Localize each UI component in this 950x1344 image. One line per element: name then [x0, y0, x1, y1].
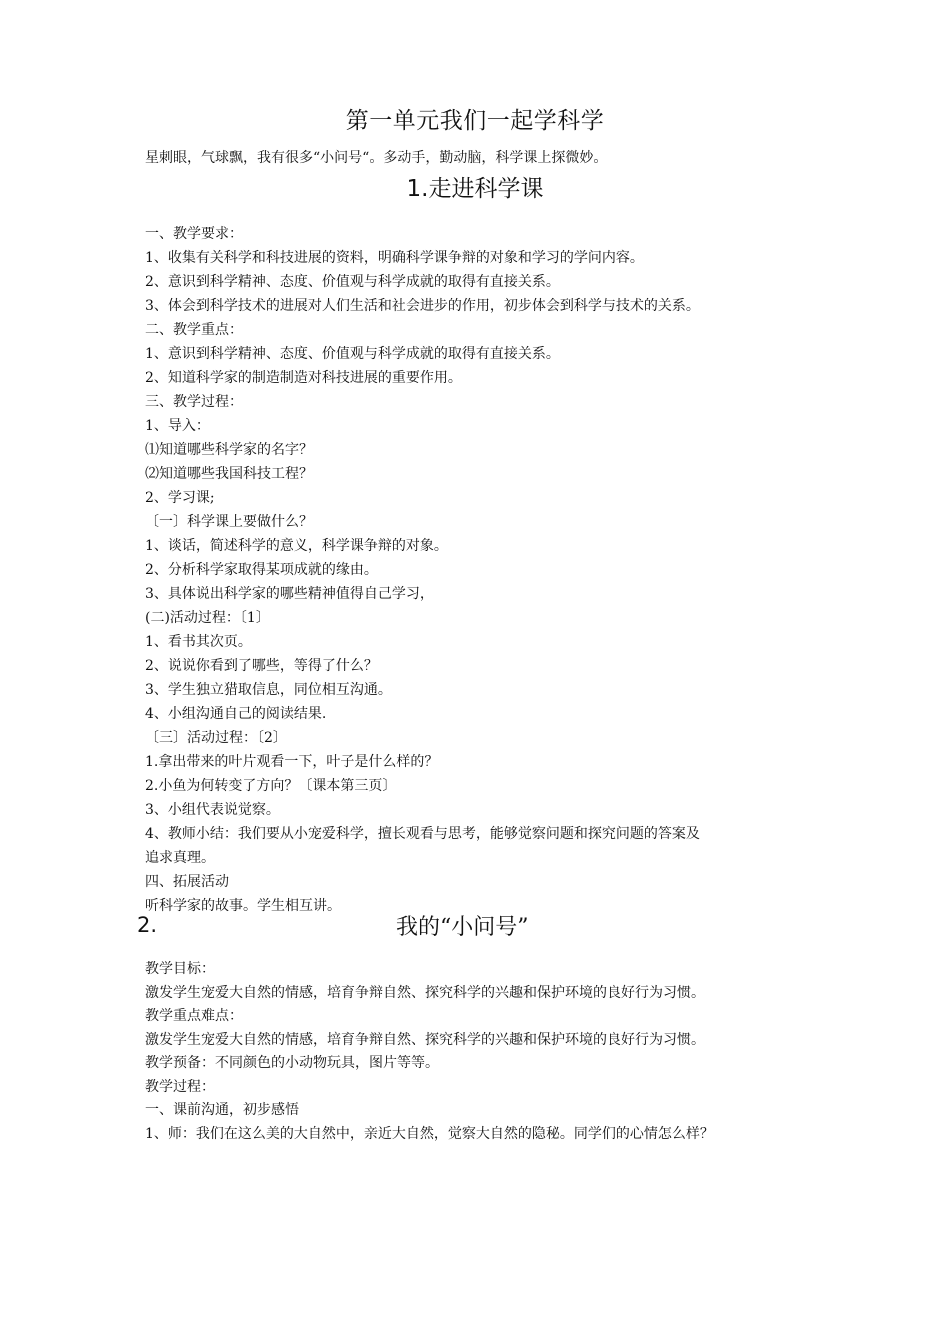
text-line: 激发学生宠爱大自然的情感，培育争辩自然、探究科学的兴趣和保护环境的良好行为习惯。	[145, 1031, 705, 1048]
text-line: 〔一〕科学课上要做什么？	[145, 514, 313, 530]
text-line: 3、具体说出科学家的哪些精神值得自己学习，	[145, 586, 434, 602]
unit-intro: 星刺眼，气球飘，我有很多“小问号“。多动手，勤动脑，科学课上探微妙。	[145, 150, 608, 166]
text-line: 2、说说你看到了哪些，等得了什么？	[145, 658, 378, 674]
lesson-2-number: 2.	[137, 913, 158, 937]
lesson-1-title: 1.走进科学课	[406, 176, 544, 202]
text-line: 教学目标：	[145, 961, 215, 977]
text-line: 1、导入：	[145, 418, 210, 434]
lesson-1-body	[145, 222, 815, 918]
text-line: ⑴知道哪些科学家的名字？	[145, 442, 313, 458]
text-line: 一、课前沟通，初步感悟	[145, 1102, 299, 1118]
text-line: ⑵知道哪些我国科技工程？	[145, 466, 313, 482]
text-line: 激发学生宠爱大自然的情感，培育争辩自然、探究科学的兴趣和保护环境的良好行为习惯。	[145, 984, 705, 1001]
text-line: 〔三〕活动过程：〔2〕	[145, 730, 287, 746]
text-line: 1、意识到科学精神、态度、价值观与科学成就的取得有直接关系。	[145, 346, 560, 362]
text-line: 听科学家的故事。学生相互讲。	[145, 898, 341, 914]
text-line: 3、体会到科学技术的进展对人们生活和社会进步的作用，初步体会到科学与技术的关系。	[145, 298, 700, 314]
text-line: 2、知道科学家的制造制造对科技进展的重要作用。	[145, 370, 462, 386]
text-line: 二、教学重点：	[145, 322, 243, 338]
text-line: (二)活动过程：〔1〕	[145, 610, 270, 626]
text-line: 四、拓展活动	[145, 874, 229, 890]
text-line: 1、谈话，简述科学的意义，科学课争辩的对象。	[145, 538, 448, 554]
text-line: 一、教学要求：	[145, 226, 243, 242]
text-line: 教学预备：不同颜色的小动物玩具，图片等等。	[145, 1055, 439, 1071]
unit-title: 第一单元我们一起学科学	[345, 108, 605, 134]
text-line: 4、教师小结：我们要从小宠爱科学，擅长观看与思考，能够觉察问题和探究问题的答案及	[145, 826, 700, 842]
text-line: 1.拿出带来的叶片观看一下，叶子是什么样的？	[145, 754, 439, 770]
lesson-2-title: 我的“小问号”	[396, 915, 529, 940]
text-line: 三、教学过程：	[145, 394, 243, 410]
text-line: 4、小组沟通自己的阅读结果.	[145, 706, 327, 722]
text-line: 2、学习课;	[145, 490, 215, 506]
text-line: 1、看书其次页。	[145, 634, 252, 650]
text-line: 1、师：我们在这么美的大自然中，亲近大自然，觉察大自然的隐秘。同学们的心情怎么样？	[145, 1125, 714, 1142]
text-line: 追求真理。	[145, 850, 215, 866]
lesson-2-heading	[0, 910, 950, 944]
lesson-2-body	[145, 958, 825, 1146]
text-line: 教学重点难点：	[145, 1008, 243, 1024]
text-line: 教学过程：	[145, 1078, 215, 1095]
text-line: 2、分析科学家取得某项成就的缘由。	[145, 562, 378, 578]
text-line: 2、意识到科学精神、态度、价值观与科学成就的取得有直接关系。	[145, 274, 560, 290]
text-line: 1、收集有关科学和科技进展的资料，明确科学课争辩的对象和学习的学问内容。	[145, 250, 644, 266]
text-line: 3、小组代表说觉察。	[145, 802, 280, 818]
text-line: 3、学生独立猎取信息，同位相互沟通。	[145, 682, 392, 698]
text-line: 2.小鱼为何转变了方向？〔课本第三页〕	[145, 778, 397, 794]
